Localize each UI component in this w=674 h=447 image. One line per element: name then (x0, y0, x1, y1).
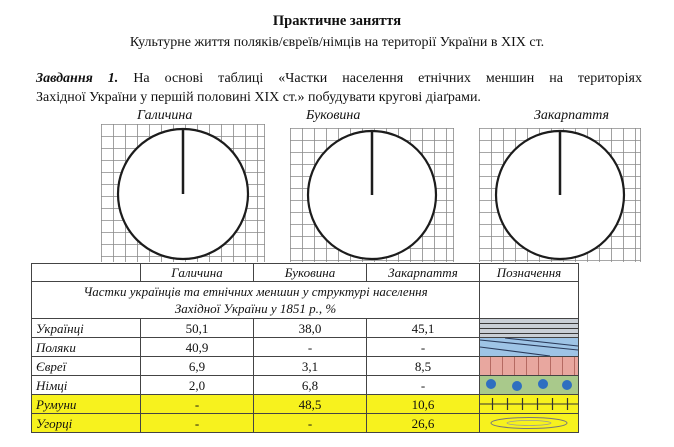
cell-value: - (254, 338, 367, 357)
region-label-galychyna: Галичина (137, 108, 193, 123)
vertical-bars-pattern-icon (480, 395, 578, 413)
legend-swatch-hungarians (480, 414, 579, 433)
task-line-1: На основі таблиці «Частки населення етнічних меншин на територіях (133, 71, 642, 86)
row-label: Поляки (32, 338, 141, 357)
pie-grid-galychyna (101, 124, 265, 262)
row-label: Німці (32, 376, 141, 395)
legend-empty-cell (480, 282, 579, 319)
table-row (32, 395, 579, 414)
cell-value: 38,0 (254, 319, 367, 338)
cell-value: - (367, 338, 480, 357)
legend-swatch-germans (480, 376, 579, 395)
table-header-cell: Буковина (254, 264, 367, 282)
diagonal-lines-pattern-icon (480, 338, 578, 356)
table-row (32, 319, 579, 338)
vertical-stripes-pattern-icon (480, 357, 578, 375)
cell-value: 50,1 (141, 319, 254, 338)
cell-value: - (254, 414, 367, 433)
legend-swatch-poles (480, 338, 579, 357)
table-caption-row (32, 282, 579, 319)
row-label: Українці (32, 319, 141, 338)
cell-value: 2,0 (141, 376, 254, 395)
table-header-row (32, 264, 579, 282)
row-label: Румуни (32, 395, 141, 414)
cell-value: 48,5 (254, 395, 367, 414)
row-label: Євреї (32, 357, 141, 376)
cell-value: 6,9 (141, 357, 254, 376)
region-label-zakarpattia: Закарпаття (534, 108, 610, 123)
table-header-cell: Позначення (480, 264, 579, 282)
row-label: Угорці (32, 414, 141, 433)
legend-swatch-ukrainians (480, 319, 579, 338)
region-label-bukovyna: Буковина (306, 108, 361, 123)
table-row (32, 357, 579, 376)
cell-value: 3,1 (254, 357, 367, 376)
population-table (31, 263, 579, 433)
table-header-cell: Закарпаття (367, 264, 480, 282)
legend-swatch-romanians (480, 395, 579, 414)
blue-dots-pattern-icon (480, 376, 578, 394)
pie-grid-zakarpattia (479, 128, 641, 262)
cell-value: - (141, 395, 254, 414)
task-label: Завдання 1. (36, 71, 119, 86)
page-title: Практичне заняття (272, 13, 402, 29)
table-header-cell: Галичина (141, 264, 254, 282)
page-subtitle: Культурне життя поляків/євреїв/німців на території України в ХІХ ст. (129, 35, 545, 50)
cell-value: 6,8 (254, 376, 367, 395)
pie-grid-bukovyna (290, 128, 454, 262)
horizontal-lines-pattern-icon (480, 319, 578, 337)
table-caption: Частки українців та етнічних меншин у структурі населення Західної України у 1851 р., % (32, 282, 480, 319)
cell-value: 26,6 (367, 414, 480, 433)
legend-swatch-jews (480, 357, 579, 376)
table-header-cell (32, 264, 141, 282)
cell-value: 45,1 (367, 319, 480, 338)
ellipse-pattern-icon (480, 414, 578, 432)
cell-value: - (367, 376, 480, 395)
cell-value: 40,9 (141, 338, 254, 357)
cell-value: 10,6 (367, 395, 480, 414)
task-line-2: Західної України у першій половині ХІХ ст.» побудувати кругові діаґрами. (36, 90, 481, 105)
cell-value: - (141, 414, 254, 433)
table-row (32, 338, 579, 357)
cell-value: 8,5 (367, 357, 480, 376)
table-row (32, 414, 579, 433)
table-row (32, 376, 579, 395)
task-paragraph (36, 70, 642, 88)
